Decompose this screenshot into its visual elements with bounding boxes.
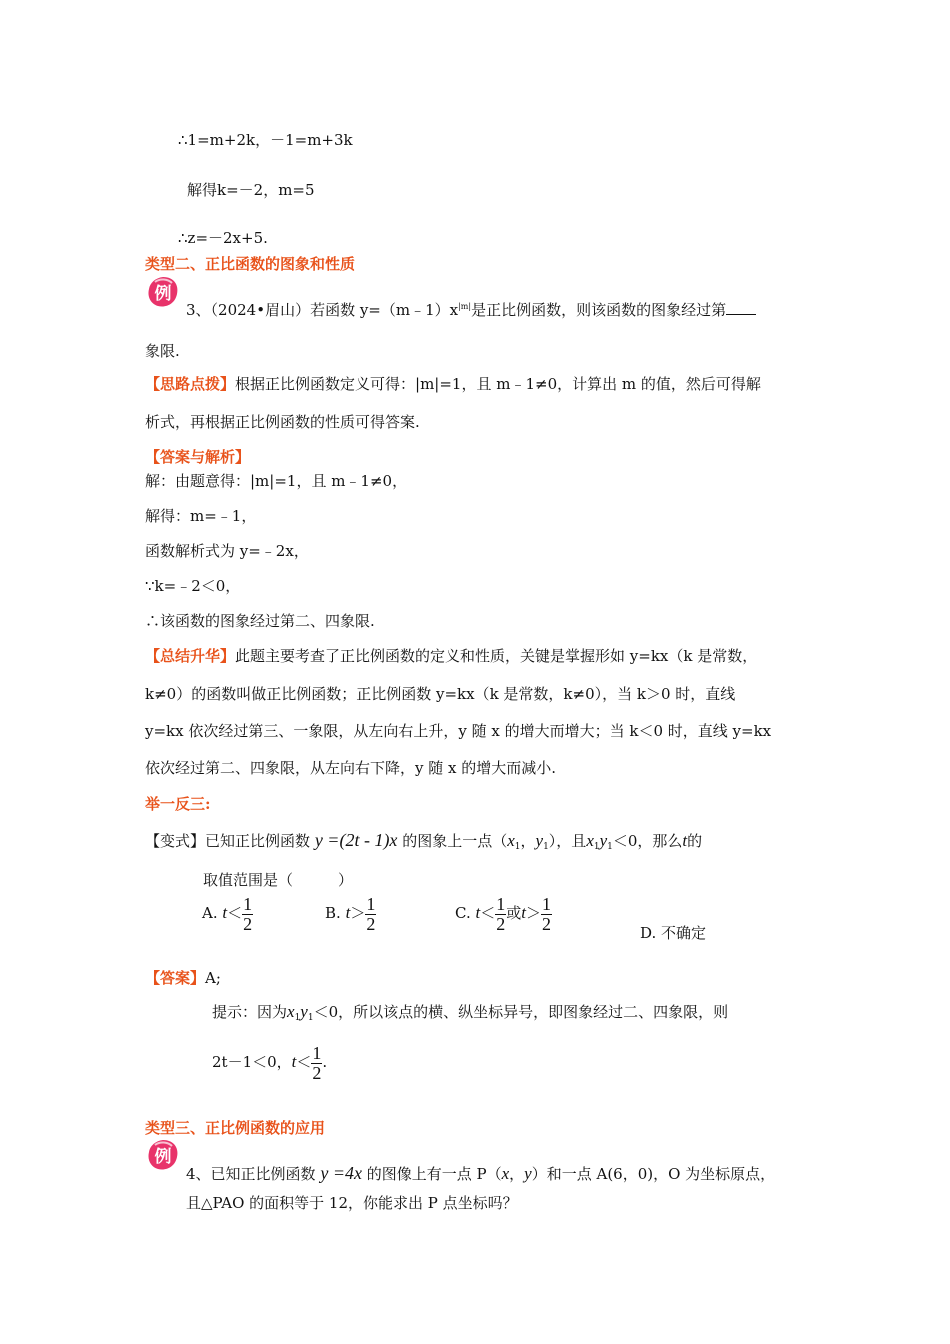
variable-t: t: [682, 831, 688, 850]
variable-x1: x: [586, 831, 594, 850]
question-4-text-2: 的图像上有一点 P（: [366, 1165, 502, 1183]
equation-line-2: 解得k=－2，m=5: [187, 181, 315, 199]
question-4-text-3: ）和一点 A(6，0)，O 为坐标原点，: [531, 1165, 776, 1183]
subscript-1: 1: [593, 842, 600, 852]
option-c: [455, 893, 552, 934]
greater-than: ＞: [350, 904, 366, 922]
question-3-text: 3、（2024•眉山）若函数 y=（m﹣1）x: [186, 301, 459, 319]
svg-text:例: 例: [154, 284, 172, 304]
solution-line-5: ∴该函数的图象经过第二、四象限.: [145, 612, 375, 630]
option-a-label: A.: [202, 904, 218, 922]
answer-value: A;: [205, 969, 221, 987]
section-heading-type2: 类型二、正比函数的图象和性质: [145, 255, 356, 273]
less-than: ＜: [480, 904, 496, 922]
option-a: [202, 893, 253, 934]
summary-label: 【总结升华】: [145, 647, 236, 665]
thinking-hint-label: 【思路点拨】: [145, 375, 236, 393]
question-3-text-cont: 是正比例函数，则该函数的图象经过第: [471, 301, 727, 319]
comma: ，: [520, 832, 536, 850]
option-b: [325, 893, 376, 934]
variant-answer: [145, 968, 221, 988]
fraction-half: $\frac{1}{2}$: [243, 893, 253, 934]
period: .: [322, 1053, 328, 1071]
hint-text-2: ＜0，所以该点的横、纵坐标异号，即图象经过二、四象限，则: [313, 1003, 729, 1021]
variable-x1: x: [507, 831, 515, 850]
variable-x: x: [501, 1164, 510, 1183]
or-text: 或: [506, 904, 522, 922]
subscript-1: 1: [607, 842, 613, 852]
section-heading-type3: 类型三、正比例函数的应用: [145, 1119, 326, 1137]
variable-t: t: [475, 903, 481, 922]
answer-blank: [726, 300, 756, 315]
variable-y: y: [524, 1164, 532, 1183]
thinking-hint-line-1: [145, 374, 761, 394]
fraction-half: $\frac{1}{2}$: [312, 1042, 322, 1083]
example-badge-icon: [146, 275, 180, 309]
question-3-end: 象限.: [145, 342, 180, 360]
summary-text: 此题主要考查了正比例函数的定义和性质，关键是掌握形如 y=kx（k 是常数，: [235, 647, 758, 665]
variant-text-5: 的: [687, 832, 703, 850]
hint-line-1: [212, 1002, 728, 1025]
solution-line-2: 解得：m=﹣1，: [145, 507, 257, 525]
answer-label: 【答案】: [145, 969, 206, 987]
variant-text: 已知正比例函数: [205, 832, 311, 850]
thinking-hint-text: 根据正比例函数定义可得：|m|=1，且 m﹣1≠0，计算出 m 的值，然后可得解: [235, 375, 761, 393]
question-3: [186, 300, 756, 323]
option-d: D. 不确定: [640, 924, 707, 942]
variable-t: t: [521, 903, 526, 922]
less-than: ＜: [296, 1053, 312, 1071]
solution-line-4: ∵k=﹣2＜0，: [145, 577, 241, 595]
variant-function: y =(2t - 1)x: [314, 830, 398, 850]
comma: ，: [509, 1165, 525, 1183]
variable-y1: y: [300, 1002, 308, 1021]
variant-label: 【变式】: [145, 832, 206, 850]
equation-line-3: ∴z=－2x+5.: [178, 229, 268, 247]
summary-line-1: [145, 646, 757, 666]
question-4-function: y =4x: [320, 1163, 362, 1183]
fraction-half: $\frac{1}{2}$: [542, 893, 552, 934]
fraction-half: $\frac{1}{2}$: [366, 893, 376, 934]
variant-range: 取值范围是（ ）: [203, 871, 354, 889]
subscript-1: 1: [294, 1013, 301, 1023]
greater-than: ＞: [526, 904, 542, 922]
summary-line-3: y=kx 依次经过第三、一象限，从左向右上升，y 随 x 的增大而增大；当 k＜0 时，直线 y=kx: [145, 722, 772, 740]
fraction-half: $\frac{1}{2}$: [496, 893, 506, 934]
variant-text-2: 的图象上一点（: [402, 832, 508, 850]
variant-text-4: ＜0，那么: [612, 832, 683, 850]
subscript-1: 1: [543, 842, 549, 852]
svg-text:例: 例: [154, 1147, 172, 1167]
option-b-label: B.: [325, 904, 341, 922]
hint-line-2: [212, 1042, 327, 1083]
question-4-line-2: 且△PAO 的面积等于 12，你能求出 P 点坐标吗？: [186, 1194, 518, 1212]
summary-line-2: k≠0）的函数叫做正比例函数；正比例函数 y=kx（k 是常数，k≠0），当 k＞0 时，直线: [145, 685, 736, 703]
variable-t: t: [291, 1052, 297, 1071]
solution-line-1: 解：由题意得：|m|=1，且 m﹣1≠0，: [145, 472, 408, 490]
question-4: [186, 1163, 775, 1184]
example-badge-icon: [146, 1138, 180, 1172]
equation-line-1: ∴1=m+2k，－1=m+3k: [178, 131, 353, 149]
hint-inequality: 2t－1＜0，: [212, 1053, 292, 1071]
variant-question: [145, 830, 702, 854]
solution-line-3: 函数解析式为 y=﹣2x，: [145, 542, 309, 560]
variable-y1: y: [599, 831, 608, 850]
option-c-label: C.: [455, 904, 471, 922]
answer-analysis-label: 【答案与解析】: [145, 448, 251, 466]
variable-t: t: [345, 903, 351, 922]
variant-text-3: ），且: [548, 832, 587, 850]
practice-heading: 举一反三:: [145, 795, 211, 813]
question-4-text: 4、已知正比例函数: [186, 1165, 316, 1183]
hint-text: 提示：因为: [212, 1003, 288, 1021]
less-than: ＜: [227, 904, 243, 922]
summary-line-4: 依次经过第二、四象限，从左向右下降，y 随 x 的增大而减小.: [145, 759, 557, 777]
question-3-exponent: |m|: [458, 302, 472, 311]
variable-y1: y: [535, 831, 544, 850]
variable-x1: x: [287, 1002, 295, 1021]
subscript-1: 1: [307, 1013, 314, 1023]
thinking-hint-line-2: 析式，再根据正比例函数的性质可得答案.: [145, 413, 420, 431]
variable-t: t: [222, 903, 228, 922]
subscript-1: 1: [514, 842, 521, 852]
